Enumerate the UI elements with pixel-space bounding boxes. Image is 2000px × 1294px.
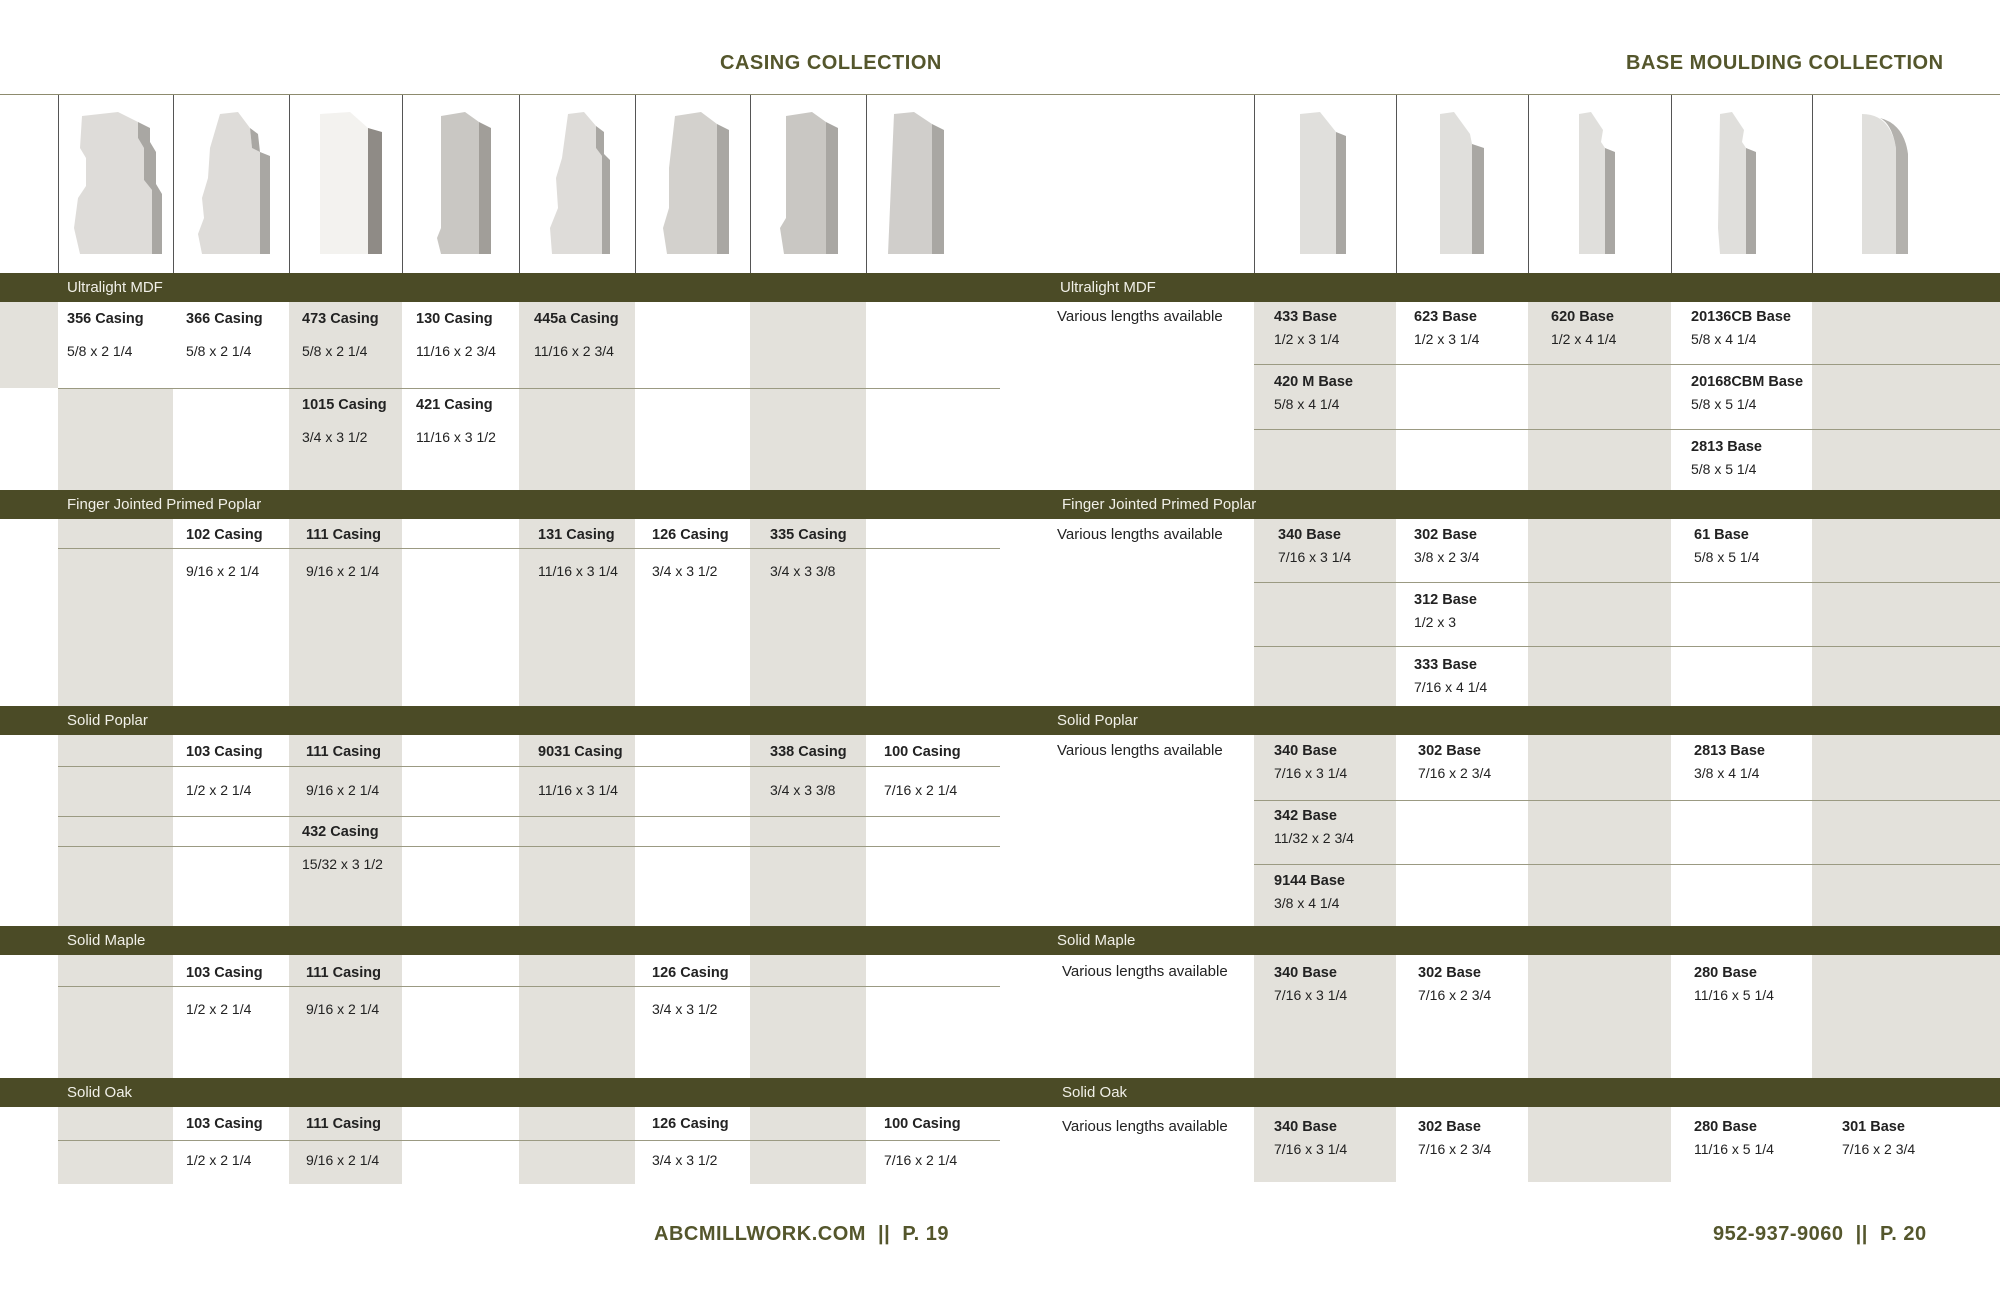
- section-label: Ultralight MDF: [67, 279, 163, 296]
- casing-profile-image: [70, 108, 170, 260]
- header-rule: [0, 94, 2000, 95]
- product-620-base: 620 Base 1/2 x 4 1/4: [1551, 309, 1617, 347]
- section-band-solid-poplar: [0, 706, 2000, 735]
- casing-profile-image: [880, 108, 980, 260]
- product-2813-base: 2813 Base 5/8 x 5 1/4: [1691, 439, 1762, 477]
- product-623-base: 623 Base 1/2 x 3 1/4: [1414, 309, 1480, 347]
- section-band-solid-oak: [0, 1078, 2000, 1107]
- product-111-casing: 111 Casing 9/16 x 2 1/4: [306, 744, 381, 798]
- product-302-base: 302 Base 7/16 x 2 3/4: [1418, 965, 1492, 1003]
- base-profile-image: [1850, 108, 1940, 260]
- product-302-base: 302 Base 7/16 x 2 3/4: [1418, 1119, 1492, 1157]
- product-126-casing: 126 Casing 3/4 x 3 1/2: [652, 1116, 729, 1168]
- product-1015-casing: 1015 Casing 3/4 x 3 1/2: [302, 397, 387, 445]
- product-338-casing: 338 Casing 3/4 x 3 3/8: [770, 744, 847, 798]
- product-131-casing: 131 Casing 11/16 x 3 1/4: [538, 527, 618, 579]
- product-420m-base: 420 M Base 5/8 x 4 1/4: [1274, 374, 1353, 412]
- various-lengths-note: Various lengths available: [1062, 963, 1228, 980]
- product-333-base: 333 Base 7/16 x 4 1/4: [1414, 657, 1488, 695]
- divider: [1396, 95, 1397, 273]
- base-profile-image: [1430, 108, 1520, 260]
- base-profile-image: [1290, 108, 1380, 260]
- divider: [1528, 95, 1529, 273]
- section-band-fj-poplar: [0, 490, 2000, 519]
- product-421-casing: 421 Casing 11/16 x 3 1/2: [416, 397, 496, 445]
- product-433-base: 433 Base 1/2 x 3 1/4: [1274, 309, 1340, 347]
- section-label: Solid Poplar: [1057, 712, 1138, 729]
- product-111-casing: 111 Casing 9/16 x 2 1/4: [306, 965, 381, 1017]
- section-label: Finger Jointed Primed Poplar: [1062, 496, 1257, 513]
- base-collection-title: BASE MOULDING COLLECTION: [1626, 52, 1944, 74]
- product-130-casing: 130 Casing 11/16 x 2 3/4: [416, 311, 496, 359]
- product-340-base: 340 Base 7/16 x 3 1/4: [1274, 743, 1348, 781]
- footer-right-phone-page[interactable]: 952-937-9060 || P. 20: [1713, 1223, 1927, 1245]
- section-label: Solid Poplar: [67, 712, 148, 729]
- product-342-base: 342 Base 11/32 x 2 3/4: [1274, 808, 1354, 846]
- section-label: Solid Maple: [1057, 932, 1136, 949]
- product-340-base: 340 Base 7/16 x 3 1/4: [1274, 965, 1348, 1003]
- footer-left-website-page[interactable]: ABCMILLWORK.COM || P. 19: [654, 1223, 949, 1245]
- section-band-solid-maple: [0, 926, 2000, 955]
- product-302-base: 302 Base 3/8 x 2 3/4: [1414, 527, 1480, 565]
- product-445a-casing: 445a Casing 11/16 x 2 3/4: [534, 311, 619, 359]
- product-103-casing: 103 Casing 1/2 x 2 1/4: [186, 1116, 263, 1168]
- product-302-base: 302 Base 7/16 x 2 3/4: [1418, 743, 1492, 781]
- product-61-base: 61 Base 5/8 x 5 1/4: [1694, 527, 1760, 565]
- casing-profile-image: [190, 108, 290, 260]
- casing-profile-image: [540, 108, 640, 260]
- product-100-casing: 100 Casing 7/16 x 2 1/4: [884, 744, 961, 798]
- product-301-base: 301 Base 7/16 x 2 3/4: [1842, 1119, 1916, 1157]
- casing-profile-image: [655, 108, 755, 260]
- various-lengths-note: Various lengths available: [1057, 742, 1223, 759]
- casing-profile-image: [310, 108, 410, 260]
- section-band-mdf: [0, 273, 2000, 302]
- section-label: Solid Oak: [67, 1084, 133, 1101]
- product-102-casing: 102 Casing 9/16 x 2 1/4: [186, 527, 263, 579]
- divider: [1812, 95, 1813, 273]
- product-111-casing: 111 Casing 9/16 x 2 1/4: [306, 527, 381, 579]
- product-103-casing: 103 Casing 1/2 x 2 1/4: [186, 965, 263, 1017]
- product-9144-base: 9144 Base 3/8 x 4 1/4: [1274, 873, 1345, 911]
- product-432-casing: 432 Casing 15/32 x 3 1/2: [302, 824, 383, 872]
- various-lengths-note: Various lengths available: [1057, 308, 1223, 325]
- divider: [1671, 95, 1672, 273]
- product-312-base: 312 Base 1/2 x 3: [1414, 592, 1477, 630]
- product-2813-base: 2813 Base 3/8 x 4 1/4: [1694, 743, 1765, 781]
- product-280-base: 280 Base 11/16 x 5 1/4: [1694, 965, 1774, 1003]
- product-366-casing: 366 Casing 5/8 x 2 1/4: [186, 311, 263, 359]
- product-100-casing: 100 Casing 7/16 x 2 1/4: [884, 1116, 961, 1168]
- product-126-casing: 126 Casing 3/4 x 3 1/2: [652, 527, 729, 579]
- product-126-casing: 126 Casing 3/4 x 3 1/2: [652, 965, 729, 1017]
- section-label: Finger Jointed Primed Poplar: [67, 496, 262, 513]
- product-103-casing: 103 Casing 1/2 x 2 1/4: [186, 744, 263, 798]
- product-9031-casing: 9031 Casing 11/16 x 3 1/4: [538, 744, 623, 798]
- casing-profile-image: [770, 108, 870, 260]
- product-111-casing: 111 Casing 9/16 x 2 1/4: [306, 1116, 381, 1168]
- divider: [173, 95, 174, 273]
- product-335-casing: 335 Casing 3/4 x 3 3/8: [770, 527, 847, 579]
- product-20168cbm-base: 20168CBM Base 5/8 x 5 1/4: [1691, 374, 1804, 412]
- product-356-casing: 356 Casing 5/8 x 2 1/4: [67, 311, 144, 359]
- divider: [1254, 95, 1255, 273]
- section-label: Ultralight MDF: [1060, 279, 1156, 296]
- divider: [58, 95, 59, 273]
- base-profile-image: [1706, 108, 1796, 260]
- product-20136cb-base: 20136CB Base 5/8 x 4 1/4: [1691, 309, 1791, 347]
- section-label: Solid Oak: [1062, 1084, 1128, 1101]
- casing-profile-image: [425, 108, 525, 260]
- various-lengths-note: Various lengths available: [1057, 526, 1223, 543]
- casing-collection-title: CASING COLLECTION: [720, 52, 942, 74]
- section-label: Solid Maple: [67, 932, 146, 949]
- product-473-casing: 473 Casing 5/8 x 2 1/4: [302, 311, 379, 359]
- product-340-base: 340 Base 7/16 x 3 1/4: [1278, 527, 1352, 565]
- product-280-base: 280 Base 11/16 x 5 1/4: [1694, 1119, 1774, 1157]
- product-340-base: 340 Base 7/16 x 3 1/4: [1274, 1119, 1348, 1157]
- base-profile-image: [1565, 108, 1655, 260]
- various-lengths-note: Various lengths available: [1062, 1118, 1228, 1135]
